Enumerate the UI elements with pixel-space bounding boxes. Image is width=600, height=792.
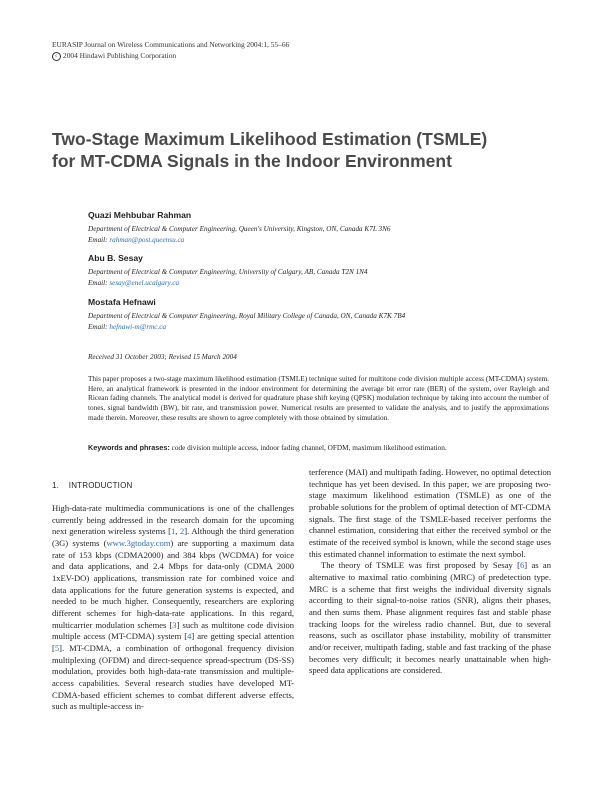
- citation-link[interactable]: 1: [170, 526, 176, 537]
- keywords: [88, 443, 549, 454]
- citation-link[interactable]: 2: [179, 526, 185, 537]
- title-line-1: Two-Stage Maximum Likelihood Estimation (TSMLE): [52, 129, 488, 149]
- keywords-label: Keywords and phrases:: [88, 443, 170, 452]
- journal-header: EURASIP Journal on Wireless Communications and Networking 2004:1, 55–66: [52, 40, 290, 49]
- author-name: Abu B. Sesay: [88, 253, 143, 263]
- copyright-line: [52, 51, 176, 61]
- url-link[interactable]: www.3gtoday.com: [106, 537, 171, 548]
- author-email-link[interactable]: hefnawi-m@rmc.ca: [109, 323, 167, 331]
- paragraph: terference (MAI) and multipath fading. However, no optimal detection technique has yet been devised. In this paper, we are proposing two-stage maximum likelihood estimation (TSMLE) as one of the probable solutions for the problem of optimal detection of MT-CDMA signals. The first stage of the TSMLE-based receiver performs the channel estimation, considering that either the received symbol or the estimate of the received symbol is known, while the second stage uses this estimated channel information to estimate the next symbol.: [309, 467, 551, 559]
- author-email-line: [88, 323, 166, 331]
- author-email-line: [88, 279, 179, 287]
- abstract: This paper proposes a two-stage maximum likelihood estimation (TSMLE) technique suited for multitone code division multiple access (MT-CDMA) system. Here, an analytical framework is presented in the indoor environment for determining the average bit error rate (BER) of the system, over Rayleigh and Ricean fading channels. The analytical model is derived for quadrature phase shift keying (QPSK) modulation technique by taking into account the number of tones, signal bandwidth (BW), bit rate, and transmission power. Numerical results are presented to validate the analysis, and to justify the approximations made therein. Moreover, these results are shown to agree completely with those obtained by simulation.: [88, 375, 549, 422]
- paragraph: The theory of TSMLE was first proposed by Sesay [6] as an alternative to maximal ratio combining (MRC) of predetection type. MRC is a scheme that first weighs the individual diversity signals according to their signal-to-noise ratios (SNR), aligns their phases, and then sums them. Phase alignment requires fast and stable phase tracking loops for the wireless radio channel. But, due to several reasons, such as oscillator phase instability, mobility of transmitter and/or receiver, multipath fading, stable and fast tracking of the phase becomes very difficult; it becomes nearly unattainable when high-speed data applications are considered.: [309, 560, 551, 676]
- citation-link[interactable]: 4: [187, 631, 192, 642]
- author-name: Mostafa Hefnawi: [88, 297, 156, 307]
- body-column-left: [52, 503, 294, 713]
- author-email-line: [88, 236, 184, 244]
- section-number: 1.: [52, 481, 60, 490]
- paper-title: [52, 128, 552, 172]
- received-dates: Received 31 October 2003; Revised 15 March 2004: [88, 353, 237, 361]
- citation-link[interactable]: 5: [54, 642, 60, 653]
- section-heading: [52, 481, 133, 490]
- citation-link[interactable]: 6: [519, 560, 525, 571]
- email-label: Email:: [88, 279, 108, 287]
- author-affiliation: Department of Electrical & Computer Engineering, Royal Military College of Canada, ON, Canada K7K 7B4: [88, 312, 406, 320]
- section-title: INTRODUCTION: [68, 481, 133, 490]
- email-label: Email:: [88, 236, 108, 244]
- body-column-right: [309, 467, 551, 677]
- copyright-icon: c: [52, 52, 61, 61]
- author-email-link[interactable]: sesay@enel.ucalgary.ca: [109, 279, 180, 287]
- author-affiliation: Department of Electrical & Computer Engineering, University of Calgary, AB, Canada T2N 1N4: [88, 268, 368, 276]
- paragraph: High-data-rate multimedia communications is one of the challenges currently being addressed in the research domain for the upcoming next generation wireless systems [1, 2]. Although the third generation (3G) systems (www.3gtoday.com) are supporting a maximum data rate of 153 kbps (CDMA2000) and 384 kbps (WCDMA) for voice and data applications, and 2.4 Mbps for data-only (CDMA 2000 1xEV-DO) applications, transmission rate for combined voice and data applications for the future generation systems is expected, and needed to be much higher. Consequently, researchers are exploring different schemes for high-data-rate applications. In this regard, multicarrier modulation schemes [3] such as multitone code division multiple access (MT-CDMA) system [4] are getting special attention [5]. MT-CDMA, a combination of orthogonal frequency division multiplexing (OFDM) and direct-sequence spread-spectrum (DS-SS) modulation, provides both high-data-rate transmission and multiple-access capabilities. Several research studies have developed MT-CDMA-based efficient schemes to combat different adverse effects, such as multiple-access in-: [52, 503, 295, 712]
- author-name: Quazi Mehbubar Rahman: [88, 210, 192, 220]
- title-line-2: for MT-CDMA Signals in the Indoor Environment: [52, 151, 452, 171]
- email-label: Email:: [88, 323, 108, 331]
- author-email-link[interactable]: rahman@post.queensu.ca: [109, 236, 185, 244]
- keywords-text: code division multiple access, indoor fading channel, OFDM, maximum likelihood estimation.: [171, 444, 447, 452]
- citation-link[interactable]: 3: [172, 619, 177, 630]
- copyright-text: 2004 Hindawi Publishing Corporation: [63, 51, 177, 60]
- author-affiliation: Department of Electrical & Computer Engineering, Queen's University, Kingston, ON, Canada K7L 3N6: [88, 225, 391, 233]
